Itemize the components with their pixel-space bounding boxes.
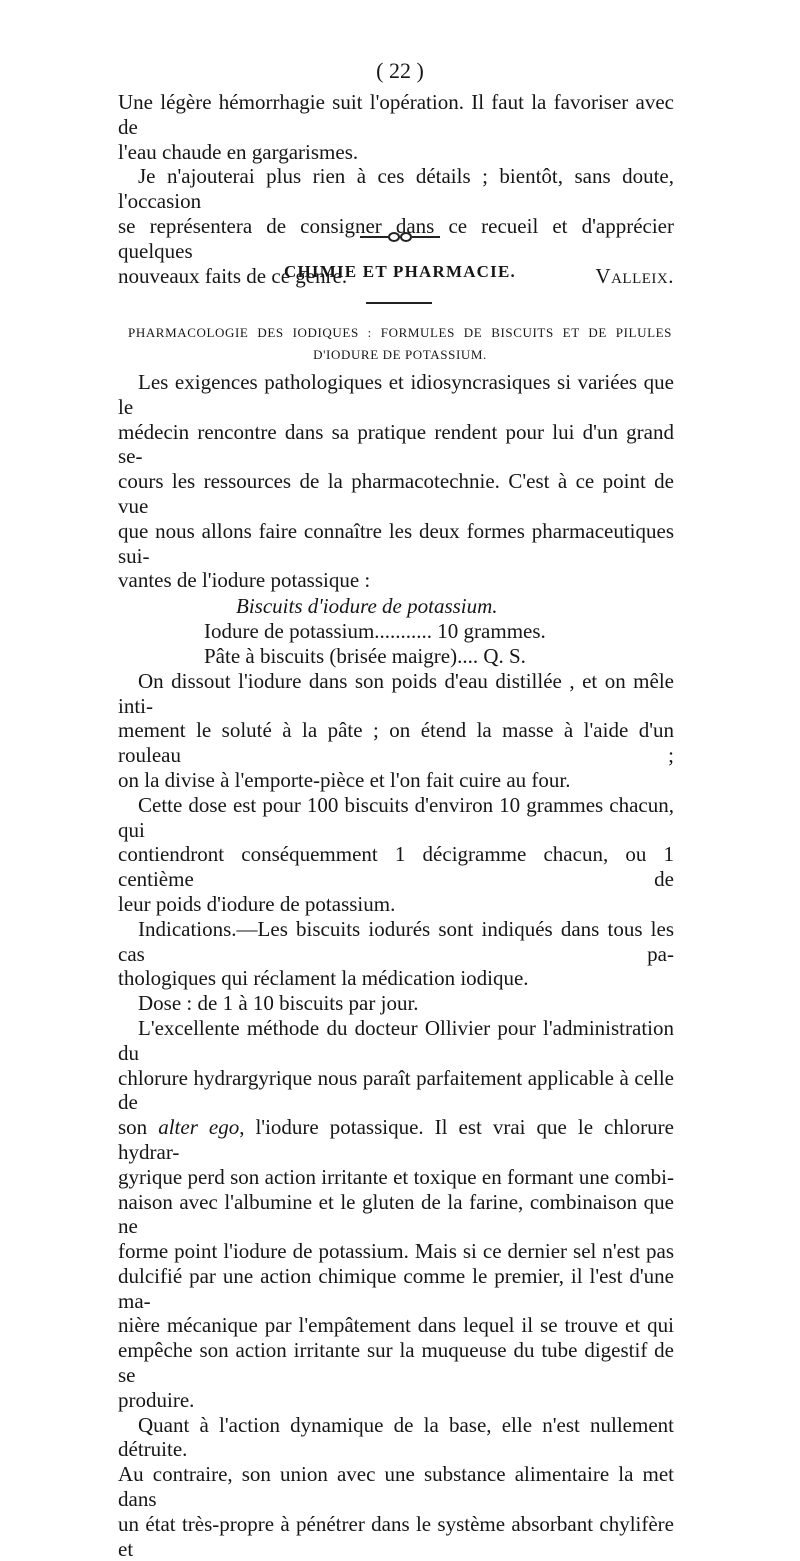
text-line: naison avec l'albumine et le gluten de la farine, combinaison que ne xyxy=(118,1189,674,1239)
text-line: cours les ressources de la pharmacotechnie. C'est à ce point de vue xyxy=(118,469,674,518)
subtitle-line: PHARMACOLOGIE DES IODIQUES : FORMULES DE BISCUITS ET DE PILULES xyxy=(128,325,672,340)
text-line: un état très-propre à pénétrer dans le système absorbant chylifère et xyxy=(118,1511,674,1561)
intro-block xyxy=(118,90,674,288)
text-line xyxy=(118,1115,674,1165)
text-line: Quant à l'action dynamique de la base, elle n'est nullement détruite. xyxy=(118,1412,674,1462)
text-line: chlorure hydrargyrique nous paraît parfaitement applicable à celle de xyxy=(118,1065,674,1115)
text-line: dulcifié par une action chimique comme le premier, il l'est d'une ma- xyxy=(118,1263,674,1313)
text-line: L'excellente méthode du docteur Ollivier pour l'administration du xyxy=(118,1015,674,1065)
text-line: on la divise à l'emporte-pièce et l'on fait cuire au four. xyxy=(118,767,571,792)
text-line: nouveaux faits de ce genre. xyxy=(118,263,348,288)
text-fragment: , l'iodure potassique. Il est vrai que le chlorure hydrar- xyxy=(118,1115,674,1164)
article-subtitle xyxy=(128,322,672,366)
text-line: vantes de l'iodure potassique : xyxy=(118,568,371,593)
text-line: Les exigences pathologiques et idiosyncrasiques si variées que le xyxy=(118,370,674,419)
title-rule xyxy=(366,302,432,304)
recipe-line: Iodure de potassium........... 10 grammes. xyxy=(204,619,546,644)
text-line: nière mécanique par l'empâtement dans lequel il se trouve et qui xyxy=(118,1313,674,1338)
text-line: l'eau chaude en gargarismes. xyxy=(118,139,359,164)
text-line: Une légère hémorrhagie suit l'opération. Il faut la favoriser avec de xyxy=(118,90,674,139)
text-line: thologiques qui réclament la médication iodique. xyxy=(118,966,529,991)
text-line: contiendront conséquemment 1 décigramme chacun, ou 1 centième de xyxy=(118,842,674,892)
text-line: se représentera de consigner dans ce recueil et d'apprécier quelques xyxy=(118,213,674,263)
italic-phrase: alter ego xyxy=(158,1115,240,1140)
recipe-title: Biscuits d'iodure de potassium. xyxy=(236,594,498,619)
text-line: que nous allons faire connaître les deux formes pharmaceutiques sui- xyxy=(118,518,674,568)
text-line: forme point l'iodure de potassium. Mais si ce dernier sel n'est pas xyxy=(118,1239,674,1264)
text-line: On dissout l'iodure dans son poids d'eau distillée , et on mêle inti- xyxy=(118,668,674,718)
text-line: médecin rencontre dans sa pratique rendent pour lui d'un grand se- xyxy=(118,419,674,469)
text-line: empêche son action irritante sur la muqueuse du tube digestif de se xyxy=(118,1338,674,1388)
text-line: Au contraire, son union avec une substance alimentaire la met dans xyxy=(118,1462,674,1512)
text-line: produire. xyxy=(118,1387,195,1412)
text-line: Je n'ajouterai plus rien à ces détails ; bientôt, sans doute, l'occasion xyxy=(118,164,674,214)
text-line: mement le soluté à la pâte ; on étend la masse à l'aide d'un rouleau ; xyxy=(118,718,674,768)
text-line: Cette dose est pour 100 biscuits d'environ 10 grammes chacun, qui xyxy=(118,792,674,842)
text-line: Indications.—Les biscuits iodurés sont indiqués dans tous les cas pa- xyxy=(118,916,674,966)
text-line: leur poids d'iodure de potassium. xyxy=(118,891,396,916)
ornament-divider xyxy=(0,230,800,244)
section-title: CHIMIE ET PHARMACIE. xyxy=(284,262,516,281)
author-signature: Valleix. xyxy=(595,263,674,288)
text-fragment: son xyxy=(118,1115,159,1140)
text-line: gyrique perd son action irritante et toxique en formant une combi- xyxy=(118,1164,674,1189)
recipe-line: Pâte à biscuits (brisée maigre).... Q. S. xyxy=(204,643,526,668)
page-number: ( 22 ) xyxy=(376,58,424,83)
article-body xyxy=(118,370,674,1561)
text-line: Dose : de 1 à 10 biscuits par jour. xyxy=(138,991,419,1016)
subtitle-line: D'IODURE DE POTASSIUM. xyxy=(313,347,487,362)
